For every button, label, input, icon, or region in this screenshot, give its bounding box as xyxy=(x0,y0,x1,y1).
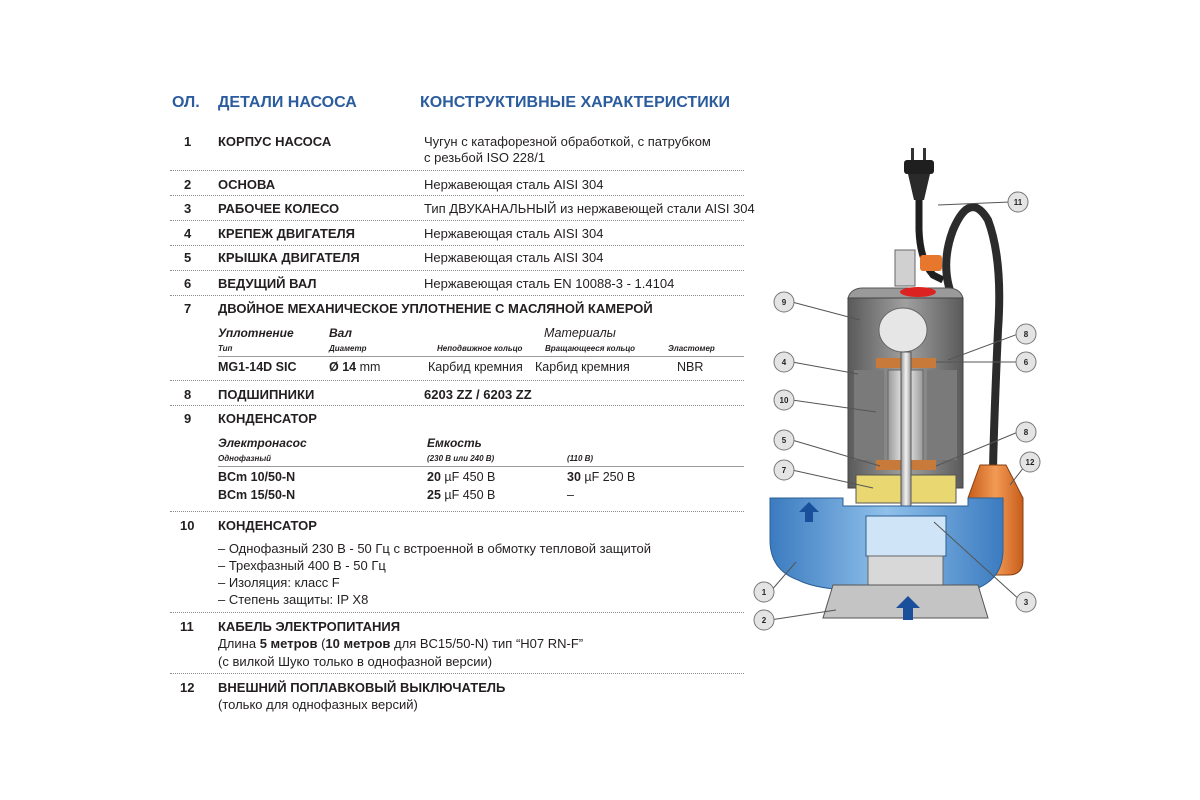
callout-number: 1 xyxy=(761,588,767,597)
pump-subheader: Однофазный xyxy=(218,454,272,463)
cable-gland-icon xyxy=(920,255,942,271)
cable-text: для BC15/50-N) тип “H07 RN-F” xyxy=(390,636,584,651)
row-number: 6 xyxy=(184,276,192,291)
row-divider xyxy=(170,673,744,674)
capacitance-number: 20 xyxy=(427,470,441,484)
capacity-subheader-110: (110 В) xyxy=(567,454,594,463)
row-number: 3 xyxy=(184,201,192,216)
row-number: 4 xyxy=(184,226,192,241)
motor-spec-line: – Изоляция: класс F xyxy=(218,575,340,590)
callout-number: 9 xyxy=(781,298,787,307)
capacity-subheader-230: (230 В или 240 В) xyxy=(427,454,495,463)
motor-spec-line: – Степень защиты: IP X8 xyxy=(218,592,369,607)
callout-badge xyxy=(774,352,794,372)
part-name: КОНДЕНСАТОР xyxy=(218,411,317,426)
seal-table-rule xyxy=(218,356,744,357)
part-name: КОНДЕНСАТОР xyxy=(218,518,317,533)
rotating-ring-header: Вращающееся кольцо xyxy=(545,344,636,353)
capacitance-number: 30 xyxy=(567,470,581,484)
row-divider xyxy=(170,380,744,381)
callout-number: 5 xyxy=(781,436,787,445)
row-number: 11 xyxy=(180,619,194,634)
callout-badge xyxy=(1008,192,1028,212)
diameter-number: 14 xyxy=(342,360,357,374)
seal-type-value: MG1-14D SIC xyxy=(218,360,297,374)
motor-spec-line: – Однофазный 230 В - 50 Гц с встроенной в обмотку тепловой защитой xyxy=(218,541,652,556)
part-name: КАБЕЛЬ ЭЛЕКТРОПИТАНИЯ xyxy=(218,619,401,634)
capacitor-model: BCm 10/50-N xyxy=(218,470,296,484)
callout-number: 7 xyxy=(781,466,787,475)
row-divider xyxy=(170,295,744,296)
shaft-header: Вал xyxy=(329,326,352,340)
capacitor-230v-value xyxy=(427,470,495,484)
capacitance-unit: – xyxy=(567,488,574,502)
row-divider xyxy=(170,220,744,221)
part-description: Нержавеющая сталь EN 10088-3 - 1.4104 xyxy=(424,276,675,291)
shaft-diameter-value xyxy=(329,360,380,374)
fixed-ring-value: Карбид кремния xyxy=(428,360,523,374)
pump-header: Электронасос xyxy=(218,436,307,450)
pump-cross-section-diagram xyxy=(748,130,1068,650)
capacitor-table-rule xyxy=(218,466,744,467)
callout-badge xyxy=(774,390,794,410)
diameter-symbol: Ø xyxy=(329,360,339,374)
callout-badge xyxy=(774,292,794,312)
part-description: Нержавеющая сталь AISI 304 xyxy=(424,226,604,241)
callout-badge xyxy=(774,430,794,450)
cable-text: Длина xyxy=(218,636,260,651)
part-name: КРЫШКА ДВИГАТЕЛЯ xyxy=(218,250,360,265)
header-characteristics: КОНСТРУКТИВНЫЕ ХАРАКТЕРИСТИКИ xyxy=(420,94,730,111)
callout-number: 4 xyxy=(781,358,787,367)
capacitor-230v-value xyxy=(427,488,495,502)
power-plug-icon xyxy=(904,148,934,200)
callout-number: 3 xyxy=(1023,598,1029,607)
row-divider xyxy=(170,195,744,196)
callout-badge xyxy=(754,582,774,602)
row-divider xyxy=(170,511,744,512)
motor-spec-line: – Трехфазный 400 В - 50 Гц xyxy=(218,558,386,573)
elastomer-header: Эластомер xyxy=(668,344,715,353)
header-number: ОЛ. xyxy=(172,94,200,111)
callout-number: 11 xyxy=(1013,198,1023,207)
row-number: 1 xyxy=(184,134,192,149)
callout-badge xyxy=(1016,324,1036,344)
cable-length-alt: 10 метров xyxy=(325,636,391,651)
cable-length-line xyxy=(218,636,583,651)
callout-badge xyxy=(1016,352,1036,372)
row-number: 5 xyxy=(184,250,192,265)
part-description: Чугун с катафорезной обработкой, с патрубком xyxy=(424,134,711,149)
diameter-unit: mm xyxy=(359,360,381,374)
row-number: 12 xyxy=(180,680,195,695)
row-divider xyxy=(170,170,744,171)
row-number: 10 xyxy=(180,518,195,533)
row-number: 9 xyxy=(184,411,192,426)
cap-seal-icon xyxy=(900,287,936,297)
callout-number: 10 xyxy=(779,396,789,405)
callout-badge xyxy=(754,610,774,630)
bearings-value: 6203 ZZ / 6203 ZZ xyxy=(424,387,532,402)
cable-note: (с вилкой Шуко только в однофазной версии) xyxy=(218,654,493,669)
rotating-ring-value: Карбид кремния xyxy=(535,360,630,374)
callout-number: 6 xyxy=(1023,358,1029,367)
seal-header: Уплотнение xyxy=(218,326,294,340)
pump-inlet-icon xyxy=(868,556,943,585)
capacitance-unit: µF 450 В xyxy=(440,488,496,502)
part-name: ВНЕШНИЙ ПОПЛАВКОВЫЙ ВЫКЛЮЧАТЕЛЬ xyxy=(218,680,506,695)
cable-text: ( xyxy=(317,636,326,651)
row-number: 8 xyxy=(184,387,192,402)
row-divider xyxy=(170,612,744,613)
row-number: 7 xyxy=(184,301,192,316)
part-description: Нержавеющая сталь AISI 304 xyxy=(424,177,604,192)
callout-badge xyxy=(1016,422,1036,442)
callout-number: 2 xyxy=(761,616,767,625)
part-name: ПОДШИПНИКИ xyxy=(218,387,315,402)
capacity-header: Емкость xyxy=(427,436,482,450)
part-description: Тип ДВУКАНАЛЬНЫЙ из нержавеющей стали AISI 304 xyxy=(424,201,755,216)
shaft-subheader: Диаметр xyxy=(329,344,367,353)
callout-number: 8 xyxy=(1023,330,1029,339)
seal-title: ДВОЙНОЕ МЕХАНИЧЕСКОЕ УПЛОТНЕНИЕ С МАСЛЯНОЙ КАМЕРОЙ xyxy=(218,301,653,316)
cable-length-primary: 5 метров xyxy=(259,636,318,651)
part-name: КРЕПЕЖ ДВИГАТЕЛЯ xyxy=(218,226,356,241)
callout-badge xyxy=(1016,592,1036,612)
part-name: ВЕДУЩИЙ ВАЛ xyxy=(218,276,317,291)
pump-outlet-icon xyxy=(895,250,915,286)
elastomer-value: NBR xyxy=(677,360,704,374)
capacitance-number: 25 xyxy=(427,488,441,502)
capacitance-unit: µF 250 В xyxy=(580,470,636,484)
part-name: ОСНОВА xyxy=(218,177,276,192)
fixed-ring-header: Неподвижное кольцо xyxy=(437,344,523,353)
float-note: (только для однофазных версий) xyxy=(218,697,418,712)
capacitor-chamber-icon xyxy=(879,308,927,352)
row-divider xyxy=(170,245,744,246)
part-description-line2: с резьбой ISO 228/1 xyxy=(424,150,546,165)
part-name: РАБОЧЕЕ КОЛЕСО xyxy=(218,201,340,216)
part-name: КОРПУС НАСОСА xyxy=(218,134,332,149)
callout-badge xyxy=(1020,452,1040,472)
row-divider xyxy=(170,405,744,406)
seal-subheader: Тип xyxy=(218,344,233,353)
capacitor-model: BCm 15/50-N xyxy=(218,488,296,502)
row-number: 2 xyxy=(184,177,192,192)
part-description: Нержавеющая сталь AISI 304 xyxy=(424,250,604,265)
callout-badge xyxy=(774,460,794,480)
callout-number: 8 xyxy=(1023,428,1029,437)
header-parts: ДЕТАЛИ НАСОСА xyxy=(218,94,357,111)
callout-number: 12 xyxy=(1025,458,1035,467)
capacitor-110v-value xyxy=(567,470,635,484)
row-divider xyxy=(170,270,744,271)
capacitor-110v-value xyxy=(567,488,574,502)
materials-header: Материалы xyxy=(544,326,616,340)
capacitance-unit: µF 450 В xyxy=(440,470,496,484)
